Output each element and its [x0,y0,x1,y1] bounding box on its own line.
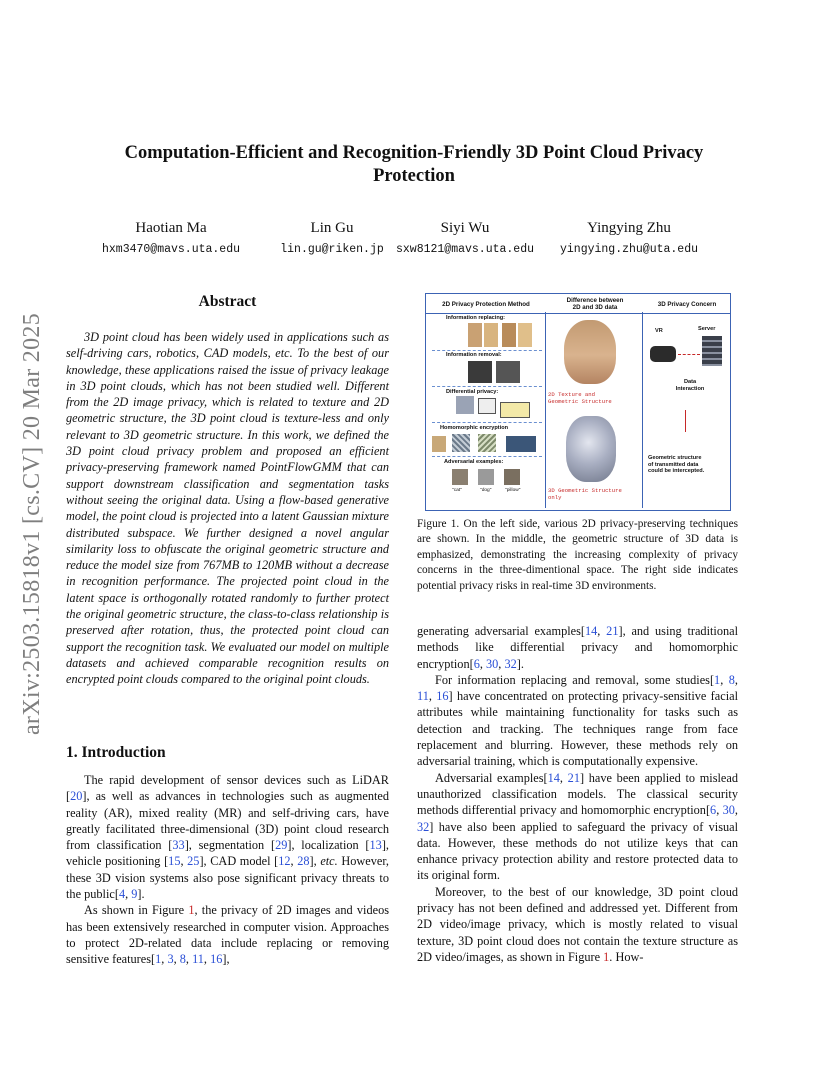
title-line-1: Computation-Efficient and Recognition-Friendly 3D Point Cloud Privacy [124,143,704,163]
author-email[interactable]: hxm3470@mavs.uta.edu [101,243,241,256]
citation-link[interactable]: 1 [155,952,162,967]
title-line-2: Protection [373,166,455,186]
fig-row-label: Differential privacy: [446,389,499,395]
intro-right-column [417,623,738,965]
point-cloud-face [566,416,616,482]
adversarial-thumbnail [504,469,520,485]
intro-heading: 1. Introduction [66,744,166,761]
arxiv-stamp: arXiv:2503.15818v1 [cs.CV] 20 Mar 2025 [19,313,45,736]
citation-link[interactable]: 30 [486,656,499,671]
fig-row-label: Adversarial examples: [444,459,504,465]
intro-paragraph-1: The rapid development of sensor devices such as LiDAR [20], as well as advances in technologies such as augmented reality (AR), mixed reality (MR) and self-driving cars, have greatly facilitated three-dimensional (3D) point cloud research from classification [33], segmentation [29], localization [13], vehicle positioning [15, 25], CAD model [12, 28], etc. However, these 3D vision systems also pose significant privacy threats to the public[4, 9]. [66,773,389,902]
abstract-heading: Abstract [198,293,257,310]
face-thumbnail [496,361,520,383]
author-email[interactable]: yingying.zhu@uta.edu [559,243,699,256]
vr-headset-icon [650,346,676,362]
data-link-line [678,354,700,355]
intro-left-column [66,772,389,968]
citation-link[interactable]: 8 [728,672,735,687]
citation-link[interactable]: 15 [168,854,181,869]
citation-link[interactable]: 29 [275,838,288,853]
face-thumbnail [484,323,498,347]
noise-thumbnail [456,396,474,414]
right-paragraph-3: Moreover, to the best of our knowledge, 3D point cloud privacy has not been defined and addressed yet. Different from 2D video/image privacy, which is mostly related to visual texture, 3D point cloud does not contain the texture structure as 2D video/images, as shown in Figure 1. How- [417,884,738,964]
citation-link[interactable]: 6 [710,803,717,818]
face-photo [564,320,616,384]
fig-row-separator [432,456,542,457]
encrypted-thumbnail [452,434,470,452]
fig-row-separator [432,350,542,351]
server-icon [702,336,722,366]
right-paragraph-0: generating adversarial examples[14, 21], and using traditional methods like differential privacy and homomorphic encryption[6, 30, 32]. [417,624,738,671]
citation-link[interactable]: 14 [584,624,598,638]
citation-link[interactable]: 28 [297,854,310,869]
figure-link[interactable]: 1 [188,903,195,918]
citation-link[interactable]: 6 [473,656,480,671]
citation-link[interactable]: 11 [192,952,204,967]
figure-caption: Figure 1. On the left side, various 2D privacy-preserving techniques are shown. In the middle, the geometric structure of 3D data is emphasized, demonstrating the increasing complexity of privacy concerns in the three-dimentional space. The right side indicates potential privacy risks in real-time 3D environments. [417,518,738,592]
citation-link[interactable]: 13 [369,838,382,853]
author-name: Haotian Ma [135,220,207,236]
fig-row-separator [432,386,542,387]
citation-link[interactable]: 12 [278,854,291,869]
fig-header-rule [426,313,730,314]
author-2 [258,220,406,256]
model-box-icon [478,398,496,414]
face-thumbnail [502,323,516,347]
fig-row-label: Information replacing: [446,315,506,321]
author-3 [386,220,544,256]
encrypted-thumbnail [478,434,496,452]
paper-title [70,142,758,188]
citation-link[interactable]: 16 [210,952,223,967]
interception-arrow [685,410,686,432]
adversarial-thumbnail [478,469,494,485]
adv-label: "pillow" [505,488,521,493]
citation-link[interactable]: 25 [187,854,200,869]
citation-link[interactable]: 14 [547,770,560,785]
citation-link[interactable]: 32 [417,819,430,834]
author-name: Siyi Wu [440,220,490,236]
citation-link[interactable]: 3 [167,952,174,967]
figure-link[interactable]: 1 [603,949,610,964]
fig-row-separator [432,422,542,423]
right-paragraph-1: For information replacing and removal, some studies[1, 8, 11, 16] have concentrated on protecting privacy-sensitive facial attributes while maintaining functionality for tasks such as detection and tracking. The techniques range from face replacement and blurring. However, these methods rely on adversarial training, which is computationally expensive. [417,672,738,769]
citation-link[interactable]: 32 [504,656,517,671]
face-thumbnail [468,361,492,383]
citation-link[interactable]: 21 [567,770,580,785]
citation-link[interactable]: 16 [436,689,449,704]
citation-link[interactable]: 11 [417,689,429,704]
server-label: Server [698,326,716,332]
fig-row-label: Homomorphic encryption [440,425,509,431]
fig-mid-label-3d: 3D Geometric Structure only [548,487,622,501]
fig-col1-header: 2D Privacy Protection Method [442,301,530,308]
citation-link[interactable]: 30 [722,803,735,818]
encrypted-thumbnail [506,436,536,452]
fig-row-label: Information removal: [446,352,502,358]
adversarial-thumbnail [452,469,468,485]
vr-label: VR [655,328,663,334]
right-paragraph-2: Adversarial examples[14, 21] have been applied to mislead unauthorized classification models. The classical security methods differential privacy and homomorphic encryption[6, 30, 32] have also been applied to safeguard the privacy of visual data. However, these methods do not utilize keys that can enhance privacy protection ability and restore protected data to its original form. [417,770,738,883]
fig-col3-header: 3D Privacy Concern [657,301,717,308]
citation-link[interactable]: 9 [131,887,138,902]
author-email[interactable]: sxw8121@mavs.uta.edu [395,243,535,256]
citation-link[interactable]: 20 [70,789,83,804]
citation-link[interactable]: 4 [118,887,126,902]
fig-mid-label-2d: 2D Texture and Geometric Structure [548,391,612,405]
author-name: Yingying Zhu [587,220,671,236]
intro-paragraph-2: As shown in Figure 1, the privacy of 2D images and videos has been extensively researched in computer vision. Approaches to protect 2D-related data include replacing or removing sensitive features[1, 3, 8, 11, 16], [66,903,389,967]
face-thumbnail [468,323,482,347]
author-1 [91,220,251,256]
citation-link[interactable]: 1 [714,672,721,687]
adv-label: "cat" [452,488,462,493]
face-thumbnail [518,323,532,347]
citation-link[interactable]: 21 [606,624,619,638]
abstract-text [66,329,389,688]
author-email[interactable]: lin.gu@riken.jp [280,243,384,256]
fig-divider [642,312,643,508]
author-4 [548,220,710,256]
adv-label: "dog" [480,488,492,493]
data-interaction-label: Data Interaction [675,379,705,392]
fig-divider [545,312,546,508]
fig-col2-header: Difference between 2D and 3D data [566,297,624,311]
citation-link[interactable]: 33 [172,838,185,853]
image-thumbnail [432,436,446,452]
author-name: Lin Gu [310,220,354,236]
abstract-body: 3D point cloud has been widely used in applications such as self-driving cars, robotics, CAD models, etc. To the best of our knowledge, these applications raised the issue of privacy leakage in 3D point clouds, which has not been studied well. Different from the 2D image privacy, which is related to texture and 2D geometric structure, the 3D point cloud is texture-less and only relevant to 3D geometric structure. In this work, we defined the 3D point cloud privacy problem and proposed an efficient privacy-preserving framework named PointFlowGMM that can support downstream classification and segmentation tasks without seeing the original data. Using a flow-based generative model, the point cloud is projected into a latent Gaussian mixture distributed subspace. We further designed a novel angular similarity loss to obfuscate the original geometric structure and reduce the model size from 767MB to 120MB without a decrease in recognition performance. The projected point cloud in the latent space is orthogonally rotated randomly to further protect the original geometric structure, the class-to-class relationship is preserved after rotation, thus, the protected point cloud can support the recognition task. We evaluated our model on multiple datasets and achieved comparable recognition results on encrypted point clouds compared to the original point clouds. [66,330,389,687]
privacy-concern-text: Geometric structure of transmitted data could be intercepted. [648,455,705,474]
model-box-icon [500,402,530,418]
citation-link[interactable]: 8 [179,952,186,967]
figure-1 [425,293,731,511]
